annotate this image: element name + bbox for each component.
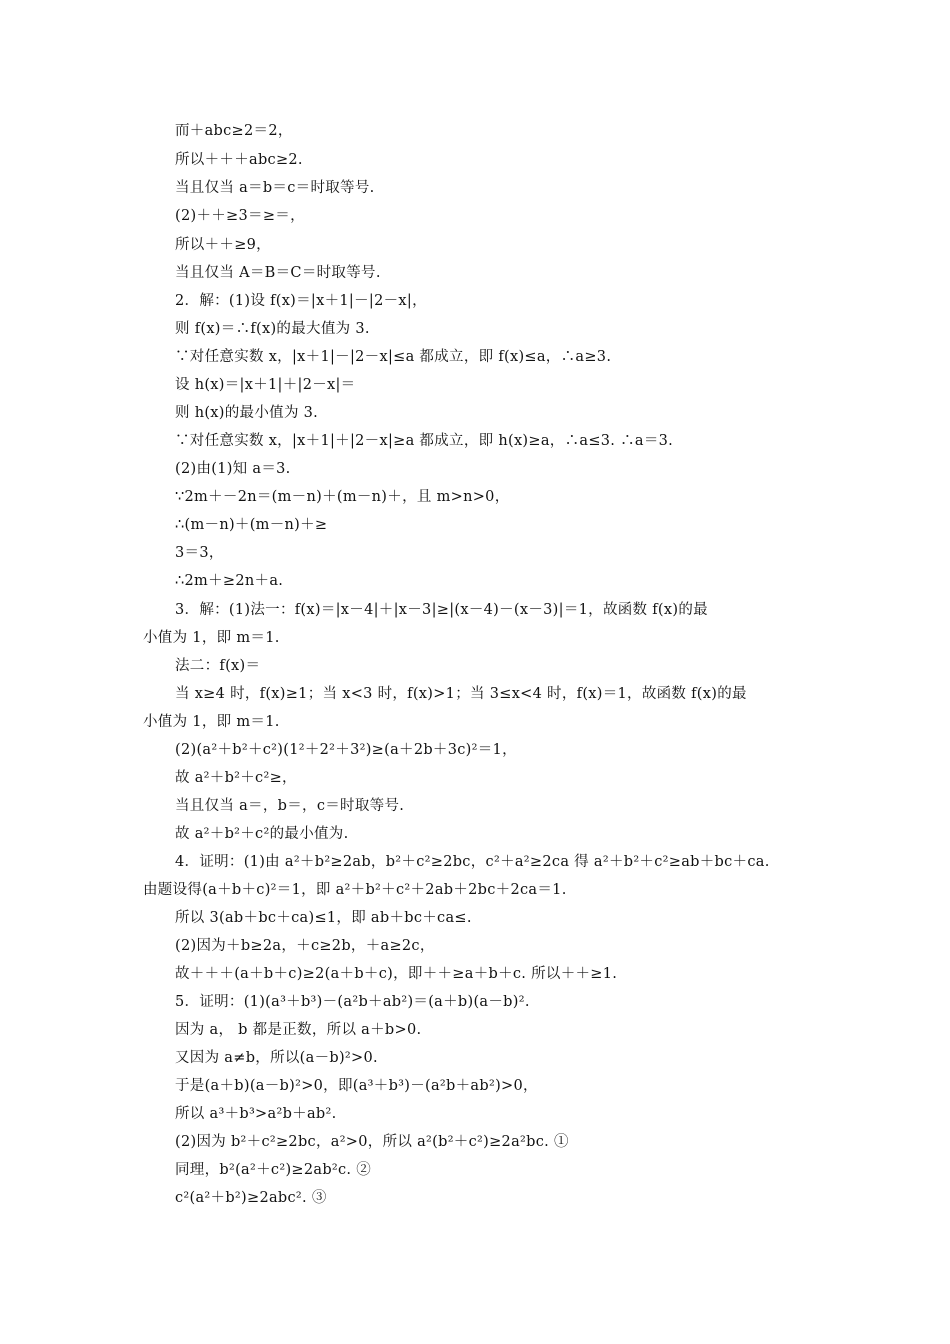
text-line: (2)(a²＋b²＋c²)(1²＋2²＋3²)≥(a＋2b＋3c)²＝1， (175, 742, 517, 758)
text-line: 同理，b²(a²＋c²)≥2ab²c. ② (175, 1162, 372, 1178)
text-line: 小值为 1，即 m＝1. (143, 714, 280, 730)
text-line: 由题设得(a＋b＋c)²＝1，即 a²＋b²＋c²＋2ab＋2bc＋2ca＝1. (143, 882, 567, 898)
text-line: (2)由(1)知 a＝3. (175, 461, 291, 477)
text-line: 所以 3(ab＋bc＋ca)≤1，即 ab＋bc＋ca≤. (175, 910, 472, 926)
text-line: 故 a²＋b²＋c²的最小值为. (175, 826, 349, 842)
text-line: 故＋＋＋(a＋b＋c)≥2(a＋b＋c)，即＋＋≥a＋b＋c. 所以＋＋≥1. (175, 966, 618, 982)
text-line: 当且仅当 a＝b＝c＝时取等号. (175, 180, 375, 196)
text-line: 又因为 a≠b，所以(a－b)²>0. (175, 1050, 378, 1066)
text-line: 当 x≥4 时，f(x)≥1；当 x<3 时，f(x)>1；当 3≤x<4 时，f(x)＝1，故函数 f(x)的最 (175, 686, 747, 702)
text-line: 因为 a， b 都是正数，所以 a＋b>0. (175, 1022, 422, 1038)
text-line: c²(a²＋b²)≥2abc². ③ (175, 1190, 327, 1206)
text-line: 3．解：(1)法一：f(x)＝|x－4|＋|x－3|≥|(x－4)－(x－3)|＝1，故函数 f(x)的最 (175, 602, 708, 618)
text-line: 当且仅当 a＝，b＝，c＝时取等号. (175, 798, 405, 814)
text-line: 则 h(x)的最小值为 3. (175, 405, 319, 421)
text-line: 法二：f(x)＝ (175, 658, 261, 674)
text-line: (2)因为＋b≥2a，＋c≥2b，＋a≥2c， (175, 938, 435, 954)
text-line: 2．解：(1)设 f(x)＝|x＋1|－|2－x|， (175, 293, 427, 309)
text-line: 则 f(x)＝∴f(x)的最大值为 3. (175, 321, 370, 337)
text-line: 所以＋＋＋abc≥2. (175, 152, 303, 168)
text-line: 设 h(x)＝|x＋1|＋|2－x|＝ (175, 377, 356, 393)
text-line: ∴2m＋≥2n＋a. (175, 573, 284, 589)
text-line: 当且仅当 A＝B＝C＝时取等号. (175, 265, 381, 281)
text-line: 5．证明：(1)(a³＋b³)－(a²b＋ab²)＝(a＋b)(a－b)². (175, 994, 530, 1010)
text-line: 3＝3， (175, 545, 224, 561)
text-line: ∴(m－n)＋(m－n)＋≥ (175, 517, 328, 533)
text-line: 所以＋＋≥9， (175, 237, 271, 253)
text-line: (2)因为 b²＋c²≥2bc，a²>0，所以 a²(b²＋c²)≥2a²bc. ① (175, 1134, 569, 1150)
text-line: 所以 a³＋b³>a²b＋ab². (175, 1106, 337, 1122)
text-line: ∵对任意实数 x，|x＋1|－|2－x|≤a 都成立，即 f(x)≤a，∴a≥3. (175, 349, 612, 365)
text-line: 4．证明：(1)由 a²＋b²≥2ab，b²＋c²≥2bc，c²＋a²≥2ca 得 a²＋b²＋c²≥ab＋bc＋ca. (175, 854, 770, 870)
text-line: 小值为 1，即 m＝1. (143, 630, 280, 646)
text-line: 而＋abc≥2＝2， (175, 123, 293, 139)
text-line: ∵2m＋－2n＝(m－n)＋(m－n)＋，且 m>n>0， (175, 489, 510, 505)
text-line: (2)＋＋≥3＝≥＝， (175, 208, 305, 224)
text-line: 故 a²＋b²＋c²≥， (175, 770, 297, 786)
text-line: 于是(a＋b)(a－b)²>0，即(a³＋b³)－(a²b＋ab²)>0， (175, 1078, 538, 1094)
text-line: ∵对任意实数 x，|x＋1|＋|2－x|≥a 都成立，即 h(x)≥a，∴a≤3. ∴a＝3. (175, 433, 674, 449)
